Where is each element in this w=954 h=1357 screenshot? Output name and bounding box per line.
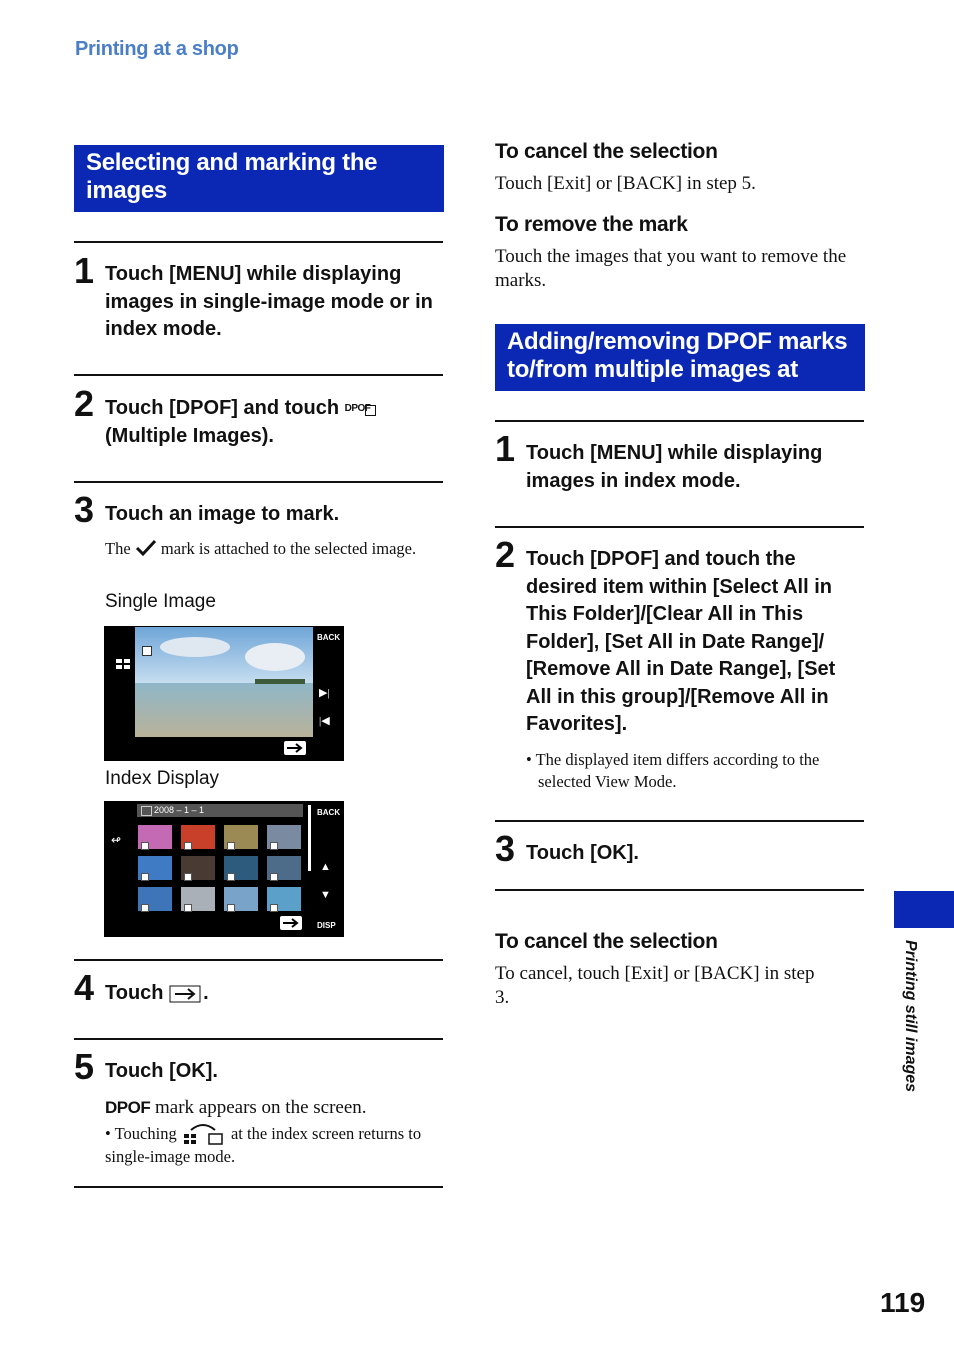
step-4-text-end: .	[203, 982, 209, 1004]
banner-line-1: Selecting and marking the	[86, 149, 378, 176]
step-2-text-b: (Multiple Images).	[105, 424, 274, 447]
step-5-note	[105, 1096, 367, 1120]
step-number: 1	[74, 250, 95, 291]
chapter-tab	[894, 891, 954, 928]
page-number: 119	[880, 1287, 926, 1318]
mark-checkbox[interactable]	[227, 842, 235, 850]
scroll-down-icon[interactable]: ▼	[320, 889, 331, 901]
dpof-icon: DPOF	[105, 1098, 151, 1117]
mark-checkbox[interactable]	[270, 842, 278, 850]
mark-checkbox[interactable]	[141, 842, 149, 850]
disp-button[interactable]: DISP	[317, 921, 336, 930]
step-5-text: Touch [OK].	[105, 1060, 218, 1082]
proceed-arrow-button[interactable]	[284, 741, 306, 755]
divider	[74, 1186, 443, 1188]
step-2-text: Touch [DPOF] and touch the desired item within [Select All in This Folder]/[Clear All in This Folder], [Set All in Date Range]/ [Remove All in Date Range], [Set All in this group]/[Remove All in Favorites].	[526, 548, 836, 735]
scroll-up-icon[interactable]: ▲	[320, 861, 331, 873]
step-number: 4	[74, 967, 95, 1008]
step-number: 2	[74, 383, 95, 424]
step-3-text: Touch an image to mark.	[105, 503, 340, 525]
cancel-selection-body: Touch [Exit] or [BACK] in step 5.	[495, 173, 756, 194]
step-number: 3	[495, 828, 516, 869]
banner-line-2: images	[86, 177, 167, 204]
mark-checkbox[interactable]	[227, 904, 235, 912]
single-image-caption: Single Image	[105, 591, 216, 612]
step-2-text-a: Touch [DPOF] and touch	[105, 397, 340, 419]
banner-line-2: to/from multiple images at once	[507, 356, 798, 411]
divider	[74, 481, 443, 483]
mark-checkbox[interactable]	[184, 842, 192, 850]
index-view-icon[interactable]	[116, 656, 130, 666]
divider	[495, 820, 864, 822]
mark-checkbox[interactable]	[270, 904, 278, 912]
step-5-bullet-b: at the index screen returns to single-image mode.	[105, 1124, 422, 1166]
divider	[495, 889, 864, 891]
index-display-caption: Index Display	[105, 768, 220, 789]
mark-checkbox[interactable]	[184, 904, 192, 912]
cancel-selection-body: To cancel, touch [Exit] or [BACK] in step 3.	[495, 963, 815, 1008]
proceed-arrow-icon	[169, 984, 203, 1004]
single-image-screen	[104, 626, 344, 761]
divider	[74, 1038, 443, 1040]
step-number: 5	[74, 1046, 95, 1087]
chapter-label: Printing still images	[902, 940, 919, 1093]
back-button[interactable]: BACK	[317, 808, 341, 817]
step-1-text: Touch [MENU] while displaying images in index mode.	[526, 442, 823, 492]
mark-checkbox[interactable]	[184, 873, 192, 881]
step-number: 1	[495, 428, 516, 469]
mark-checkbox[interactable]	[270, 873, 278, 881]
step-4-text-a: Touch	[105, 982, 164, 1004]
remove-mark-heading: To remove the mark	[495, 213, 688, 236]
mark-checkbox[interactable]	[227, 873, 235, 881]
section-banner-dpof	[495, 324, 865, 411]
step-3-note-a: The	[105, 539, 131, 558]
checkmark-icon	[135, 539, 157, 557]
step-1-text: Touch [MENU] while displaying images in single-image mode or in index mode.	[105, 263, 433, 340]
banner-line-1: Adding/removing DPOF marks	[507, 328, 848, 355]
step-2-bullet: • The displayed item differs according to the selected View Mode.	[526, 750, 820, 791]
date-label: 2008 – 1 – 1	[154, 805, 205, 815]
beach-photo	[135, 627, 313, 737]
dpof-icon-label: DPOF	[344, 403, 371, 414]
step-3-text: Touch [OK].	[526, 842, 639, 864]
cancel-selection-heading: To cancel the selection	[495, 930, 718, 953]
divider	[495, 420, 864, 422]
step-5-bullet-a: • Touching	[105, 1124, 177, 1143]
dpof-multiple-icon	[345, 395, 379, 415]
index-display-screen	[104, 801, 344, 937]
mark-checkbox[interactable]	[141, 873, 149, 881]
single-view-toggle-icon	[181, 1122, 227, 1146]
next-icon[interactable]: ▶|	[319, 687, 330, 699]
date-bar	[137, 804, 303, 817]
prev-icon[interactable]: |◀	[319, 715, 330, 727]
step-2-text	[105, 395, 440, 450]
divider	[74, 241, 443, 243]
cancel-selection-heading: To cancel the selection	[495, 140, 718, 163]
step-3-note-b: mark is attached to the selected image.	[160, 539, 417, 558]
step-3-note	[105, 538, 440, 560]
scrollbar[interactable]	[308, 805, 311, 871]
section-header: Printing at a shop	[75, 38, 239, 60]
single-view-icon[interactable]: ↫	[111, 833, 122, 847]
divider	[495, 526, 864, 528]
proceed-arrow-button[interactable]	[280, 916, 302, 930]
divider	[74, 959, 443, 961]
step-number: 2	[495, 534, 516, 575]
step-5-bullet	[105, 1122, 445, 1168]
step-5-note-text: mark appears on the screen.	[154, 1097, 367, 1118]
divider	[74, 374, 443, 376]
mark-checkbox[interactable]	[142, 646, 152, 656]
step-4-text	[105, 980, 209, 1008]
section-banner-selecting	[74, 145, 444, 212]
step-number: 3	[74, 489, 95, 530]
mark-checkbox[interactable]	[141, 904, 149, 912]
back-button[interactable]: BACK	[317, 633, 341, 642]
remove-mark-body: Touch the images that you want to remove the marks.	[495, 246, 847, 291]
